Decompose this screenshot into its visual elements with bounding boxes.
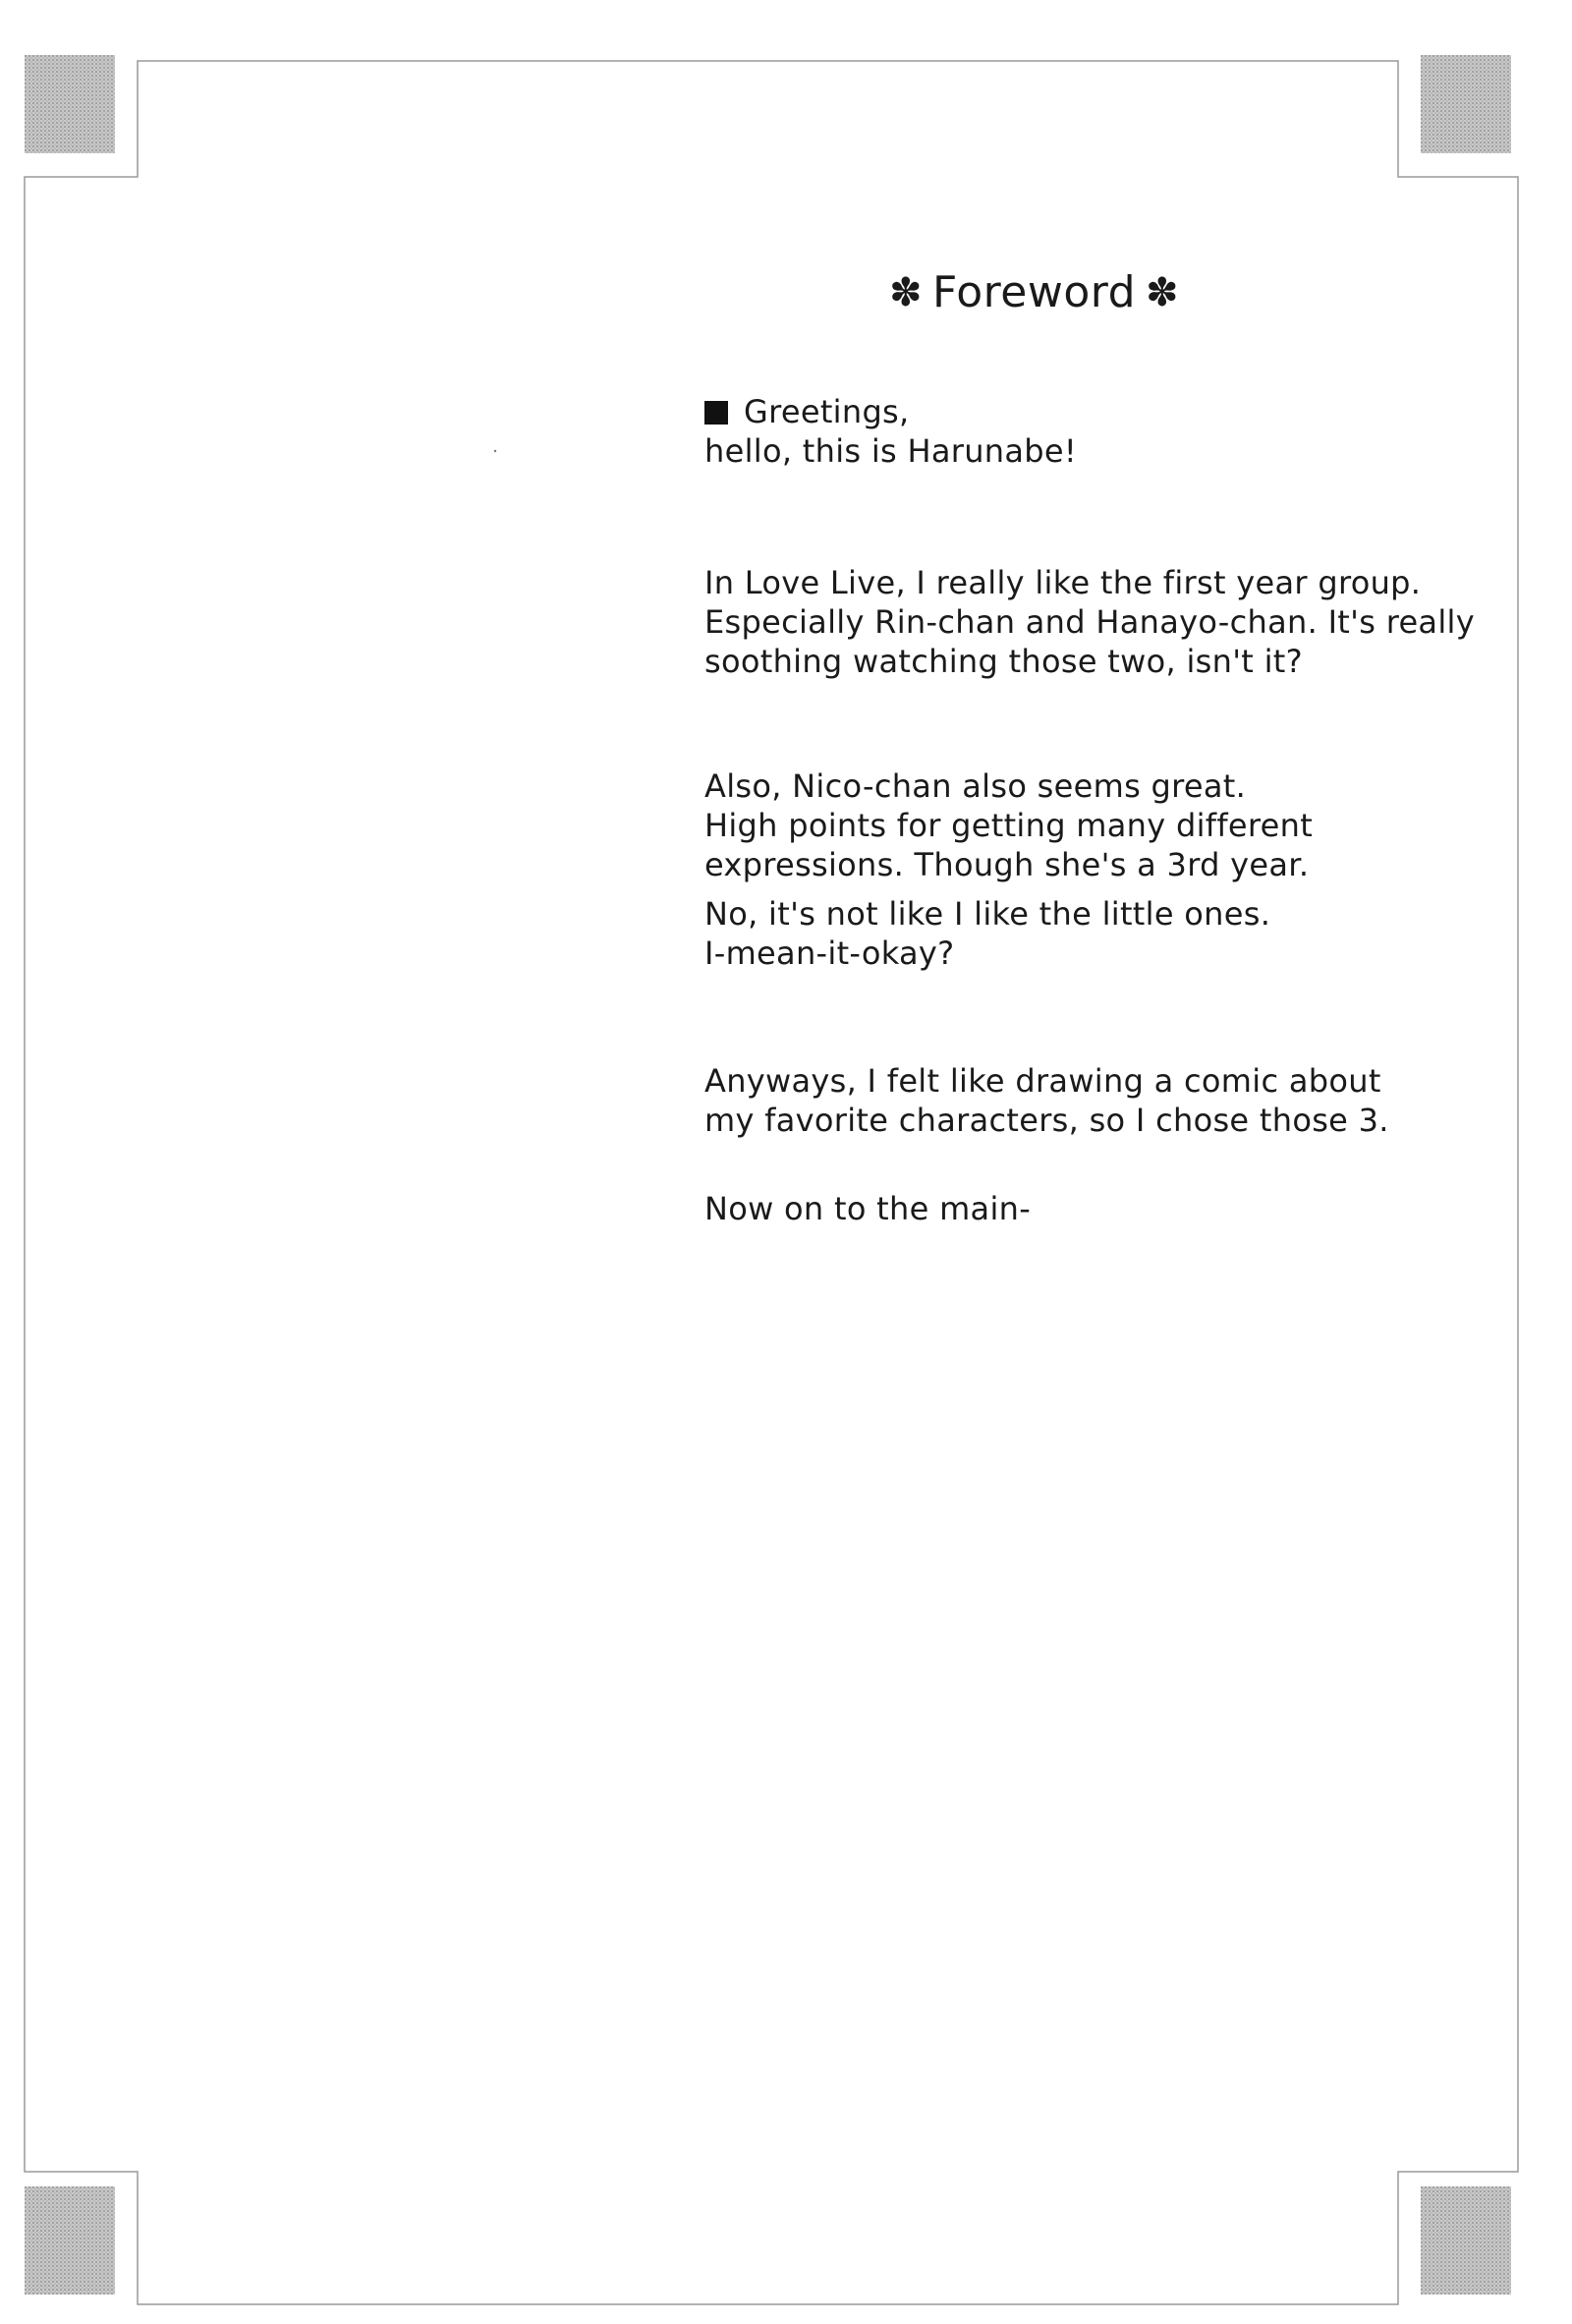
speck bbox=[494, 450, 496, 452]
page-title bbox=[889, 267, 1179, 317]
flower-icon: ✽ bbox=[889, 269, 924, 315]
corner-tile-bottom-left bbox=[25, 2186, 115, 2295]
corner-tile-bottom-right bbox=[1421, 2186, 1511, 2295]
paragraph: In Love Live, I really like the first year group. Especially Rin-chan and Hanayo-chan. It's really soothing watching those two, isn't it? bbox=[704, 564, 1475, 680]
paragraph: Also, Nico-chan also seems great. High points for getting many different expressions. Though she's a 3rd year. bbox=[704, 767, 1314, 883]
corner-tile-top-left bbox=[25, 55, 115, 153]
paragraph: Now on to the main- bbox=[704, 1190, 1032, 1227]
corner-tile-top-right bbox=[1421, 55, 1511, 153]
paragraph: No, it's not like I like the little ones. I-mean-it-okay? bbox=[704, 895, 1271, 972]
greeting-line-2: hello, this is Harunabe! bbox=[704, 432, 1077, 470]
greeting-line-1: Greetings, bbox=[744, 393, 910, 430]
greeting-block bbox=[704, 392, 1077, 471]
flower-icon: ✽ bbox=[1146, 269, 1180, 315]
title-text: Foreword bbox=[932, 267, 1137, 317]
square-bullet-icon bbox=[704, 401, 728, 425]
paragraph: Anyways, I felt like drawing a comic about my favorite characters, so I chose those 3. bbox=[704, 1062, 1389, 1139]
